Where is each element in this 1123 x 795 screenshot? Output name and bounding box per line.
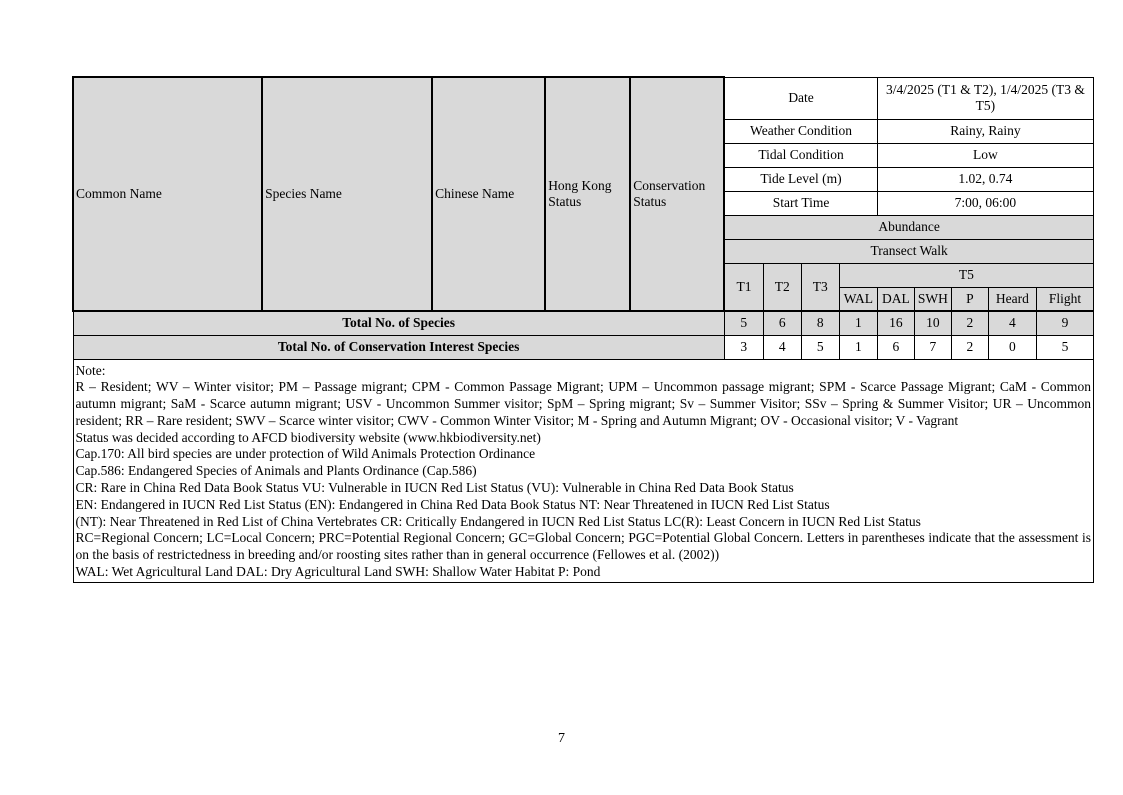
note-concern-codes: RC=Regional Concern; LC=Local Concern; PRC=Potential Regional Concern; GC=Global Concern; PGC=Potential Global Concern. Letters in parentheses indicate that the assessment is on the basis of restrictedness in breeding and/or roosting sites rather than in general occurrence (Fellowes et al. (2002)) <box>75 530 1091 563</box>
header-common-name: Common Name <box>73 77 262 311</box>
t5-swh-header: SWH <box>914 287 951 311</box>
t5-wal-header: WAL <box>839 287 877 311</box>
transect-t2-header: T2 <box>763 263 801 311</box>
transect-t5-header: T5 <box>839 263 1093 287</box>
t5-dal-header: DAL <box>877 287 914 311</box>
transect-t3-header: T3 <box>801 263 839 311</box>
note-red-list-1: CR: Rare in China Red Data Book Status VU: Vulnerable in IUCN Red List Status (VU): Vulnerable in China Red Data Book Status <box>75 480 794 496</box>
weather-value: Rainy, Rainy <box>877 119 1093 143</box>
t5-p-header: P <box>951 287 988 311</box>
header-species-name: Species Name <box>262 77 432 311</box>
total-conservation-flight: 5 <box>1036 335 1093 359</box>
transect-t1-header: T1 <box>724 263 763 311</box>
date-value: 3/4/2025 (T1 & T2), 1/4/2025 (T3 & T5) <box>877 77 1093 119</box>
notes-cell <box>73 359 1094 582</box>
start-time-label: Start Time <box>724 191 877 215</box>
total-conservation-wal: 1 <box>839 335 877 359</box>
total-species-swh: 10 <box>914 311 951 335</box>
note-habitat-codes: WAL: Wet Agricultural Land DAL: Dry Agricultural Land SWH: Shallow Water Habitat P: Pond <box>75 564 601 580</box>
tidal-condition-label: Tidal Condition <box>724 143 877 167</box>
note-heading: Note: <box>75 362 106 378</box>
total-conservation-swh: 7 <box>914 335 951 359</box>
species-summary-table <box>72 76 1094 583</box>
tidal-condition-value: Low <box>877 143 1093 167</box>
note-red-list-3: (NT): Near Threatened in Red List of China Vertebrates CR: Critically Endangered in IUCN Red List Status LC(R): Least Concern in IUCN Red List Status <box>75 513 921 529</box>
total-conservation-t3: 5 <box>801 335 839 359</box>
total-species-row <box>73 311 1094 335</box>
note-cap170: Cap.170: All bird species are under protection of Wild Animals Protection Ordinance <box>75 446 536 462</box>
header-chinese-name: Chinese Name <box>432 77 545 311</box>
tide-level-label: Tide Level (m) <box>724 167 877 191</box>
total-species-wal: 1 <box>839 311 877 335</box>
header-conservation-status: Conservation Status <box>630 77 724 311</box>
total-species-t2: 6 <box>763 311 801 335</box>
page-number: 7 <box>558 731 565 746</box>
total-species-t1: 5 <box>724 311 763 335</box>
start-time-value: 7:00, 06:00 <box>877 191 1093 215</box>
t5-flight-header: Flight <box>1036 287 1093 311</box>
total-species-t3: 8 <box>801 311 839 335</box>
total-species-dal: 16 <box>877 311 914 335</box>
note-status-source: Status was decided according to AFCD biodiversity website (www.hkbiodiversity.net) <box>75 429 541 445</box>
total-species-flight: 9 <box>1036 311 1093 335</box>
total-conservation-heard: 0 <box>988 335 1036 359</box>
date-label: Date <box>724 77 877 119</box>
total-species-label: Total No. of Species <box>73 311 724 335</box>
notes-row <box>73 359 1094 582</box>
total-species-heard: 4 <box>988 311 1036 335</box>
total-conservation-row <box>73 335 1094 359</box>
total-species-p: 2 <box>951 311 988 335</box>
abundance-header: Abundance <box>724 215 1093 239</box>
note-status-codes: R – Resident; WV – Winter visitor; PM – Passage migrant; CPM - Common Passage Migrant; UPM – Uncommon passage migrant; SPM - Scarce Passage Migrant; CaM - Common autumn migrant; SaM - Scarce autumn migrant; USV - Uncommon Summer visitor; SpM – Spring migrant; Sv – Summer Visitor; SSv – Spring & Summer Visitor; UR – Uncommon resident; RR – Rare resident; SWV – Scarce winter visitor; CWV - Common Winter Visitor; M - Spring and Autumn Migrant; OV - Occasional visitor; V - Vagrant <box>75 379 1091 428</box>
tide-level-value: 1.02, 0.74 <box>877 167 1093 191</box>
total-conservation-p: 2 <box>951 335 988 359</box>
t5-heard-header: Heard <box>988 287 1036 311</box>
header-hk-status: Hong Kong Status <box>545 77 630 311</box>
note-cap586: Cap.586: Endangered Species of Animals and Plants Ordinance (Cap.586) <box>75 463 477 479</box>
note-red-list-2: EN: Endangered in IUCN Red List Status (EN): Endangered in China Red Data Book Status NT: Near Threatened in IUCN Red List Status <box>75 496 830 512</box>
total-conservation-label: Total No. of Conservation Interest Species <box>73 335 724 359</box>
total-conservation-dal: 6 <box>877 335 914 359</box>
transect-walk-header: Transect Walk <box>724 239 1093 263</box>
total-conservation-t2: 4 <box>763 335 801 359</box>
weather-label: Weather Condition <box>724 119 877 143</box>
total-conservation-t1: 3 <box>724 335 763 359</box>
